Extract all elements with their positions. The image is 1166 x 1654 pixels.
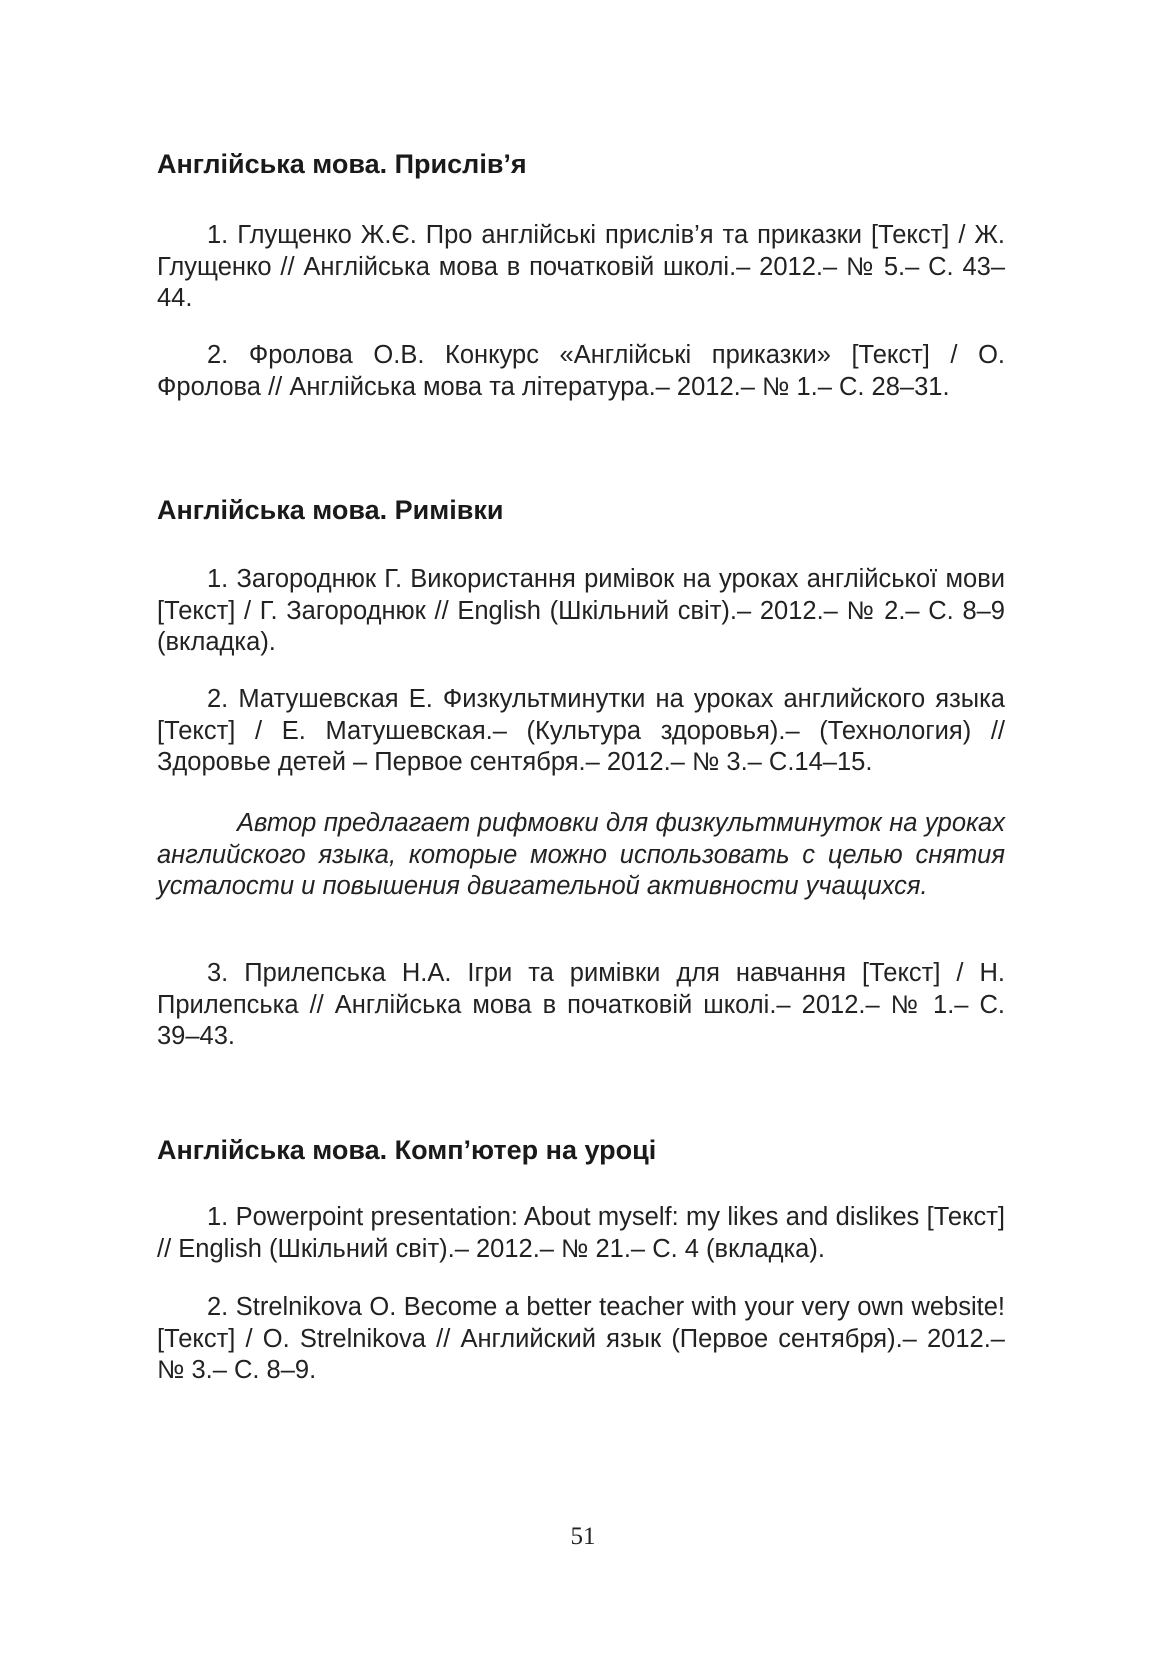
bibliography-entry: 2. Фролова О.В. Конкурс «Англійські приказки» [Текст] / О. Фролова // Англійська мова та література.– 2012.– № 1.– С. 28–31. — [157, 341, 1005, 401]
entry-annotation: Автор предлагает рифмовки для физкультминуток на уроках английского языка, которые можно использовать с целью снятия усталости и повышения двигательной активности учащихся. — [157, 809, 1005, 900]
section-heading-computer: Англійська мова. Комп’ютер на уроці — [157, 1135, 657, 1165]
section-heading-rhymes: Англійська мова. Римівки — [157, 495, 504, 525]
page-number: 51 — [570, 1523, 596, 1550]
bibliography-entry: 2. Strelnikova O. Become a better teacher with your very own website! [Текст] / O. Strelnikova // Английский язык (Первое сентября).– 2012.– № 3.– С. 8–9. — [157, 1293, 1005, 1384]
bibliography-entry: 3. Прилепська Н.А. Ігри та римівки для навчання [Текст] / Н. Прилепська // Англійська мова в початковій школі.– 2012.– № 1.– С. 39–43. — [157, 959, 1005, 1050]
bibliography-entry: 1. Загороднюк Г. Використання римівок на уроках англійської мови [Текст] / Г. Загороднюк // English (Шкільний світ).– 2012.– № 2.– С. 8–9 (вкладка). — [157, 565, 1005, 656]
bibliography-entry: 1. Powerpoint presentation: About myself: my likes and dislikes [Текст] // English (Шкільний світ).– 2012.– № 21.– С. 4 (вкладка). — [157, 1203, 1005, 1263]
bibliography-entry: 1. Глущенко Ж.Є. Про англійські прислів’я та приказки [Текст] / Ж. Глущенко // Англійська мова в початковій школі.– 2012.– № 5.– С. 43–44. — [157, 221, 1005, 312]
section-heading-proverbs: Англійська мова. Прислів’я — [157, 149, 527, 179]
bibliography-entry: 2. Матушевская Е. Физкультминутки на уроках английского языка [Текст] / Е. Матушевская.– (Культура здоровья).– (Технология) // Здоровье детей – Первое сентября.– 2012.– № 3.– С.14–15. — [157, 685, 1005, 776]
